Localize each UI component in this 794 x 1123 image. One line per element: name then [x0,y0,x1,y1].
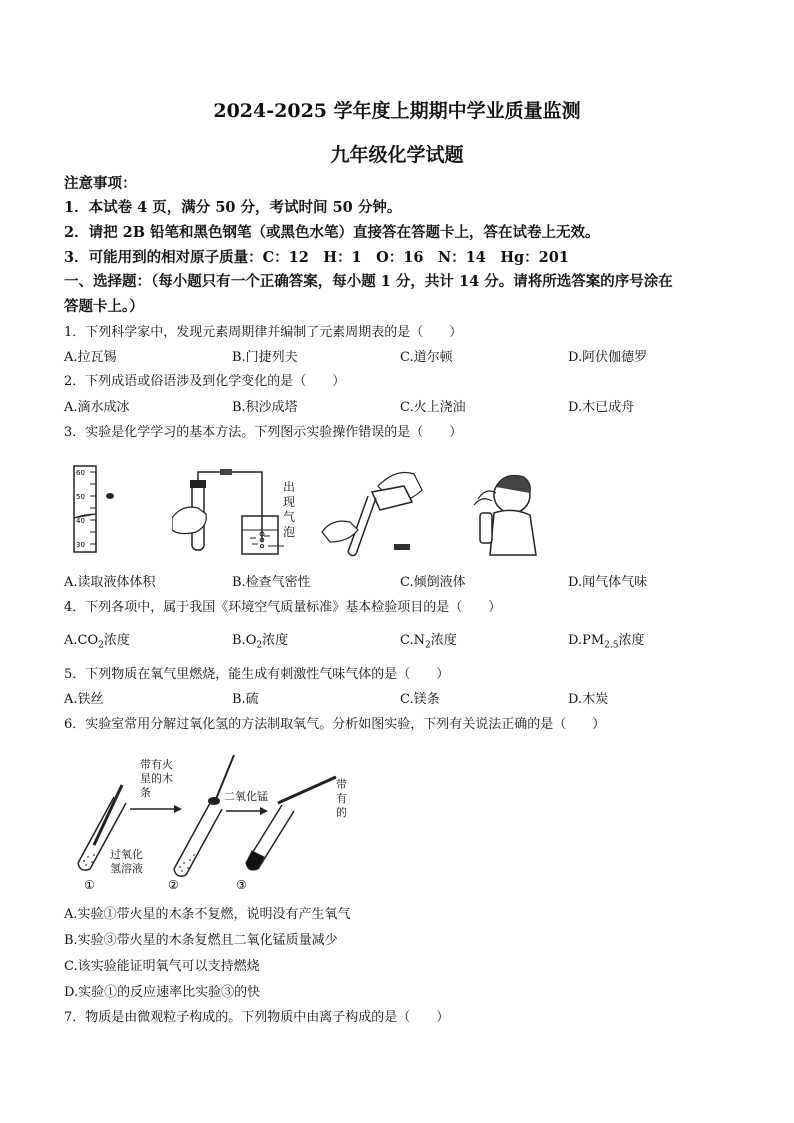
q6-figure-experiment [64,745,364,893]
section-heading-line2: 答题卡上。） [64,298,144,315]
scale-label-40: 40 [76,517,85,525]
label-mno2: 二氧化锰 [224,790,268,803]
q6-option-c: C.该实验能证明氧气可以支持燃烧 [64,959,260,974]
arrow-icon [174,805,182,813]
label-num-2: ② [168,878,179,892]
q2-option-a: A.滴水成冰 [64,400,130,415]
label-splint: 带有火星的木条 [140,758,173,799]
notice-item-1: 1．本试卷 4 页，满分 50 分，考试时间 50 分钟。 [64,199,402,216]
q3-option-c: C.倾倒液体 [400,575,466,590]
exam-title: 2024-2025 学年度上期期中学业质量监测 [213,100,581,122]
question-7-stem: 7．物质是由微观粒子构成的。下列物质中由离子构成的是（ ） [64,1010,450,1025]
q3-option-b: B.检查气密性 [232,575,311,590]
q5-option-a: A.铁丝 [64,692,104,707]
gas-bottle [480,513,492,543]
label-num-3: ③ [236,878,247,892]
q3-option-d: D.闻气体气味 [568,575,648,590]
q3-figure-a-cylinder [62,462,126,558]
notice-item-3: 3．可能用到的相对原子质量：C：12 H：1 O：16 N：14 Hg：201 [64,249,569,266]
stopper-on-table [394,544,410,550]
label-splint-cut: 带有的 [336,778,347,819]
q4-option-c: $C.N_2$浓度 [400,633,457,651]
notice-item-2: 2．请把 2B 铅笔和黑色钢笔（或黑色水笔）直接答在答题卡上，答在试卷上无效。 [64,224,600,241]
q3-figure-d-smelling [460,465,550,561]
question-3-stem: 3．实验是化学学习的基本方法。下列图示实验操作错误的是（ ） [64,425,463,440]
q3-figure-c-pouring [318,462,434,558]
question-5-stem: 5．下列物质在氧气里燃烧，能生成有刺激性气味气体的是（ ） [64,667,450,682]
q2-option-d: D.木已成舟 [568,400,635,415]
section-heading-line1: 一、选择题：（每小题只有一个正确答案，每小题 1 分，共计 14 分。请将所选答案的序号涂在 [64,273,673,290]
arrow-icon [260,807,268,815]
scale-label-30: 30 [76,541,85,549]
label-h2o2-solution: 过氧化氢溶液 [110,848,143,875]
question-2-stem: 2．下列成语或俗语涉及到化学变化的是（ ） [64,374,346,389]
q6-option-d: D.实验①的反应速率比实验③的快 [64,985,261,1000]
question-6-stem: 6．实验室常用分解过氧化氢的方法制取氧气。分析如图实验，下列有关说法正确的是（ ） [64,717,606,732]
scale-label-60: 60 [76,469,85,477]
q5-option-b: B.硫 [232,692,259,707]
notice-heading: 注意事项： [64,175,137,192]
eye-icon [106,493,114,499]
q1-option-d: D.阿伏伽德罗 [568,350,648,365]
q1-option-b: B.门捷列夫 [232,350,298,365]
scale-label-50: 50 [76,493,85,501]
bubble-label: 出现气泡 [283,480,296,539]
hand-icon [172,507,206,533]
q2-option-b: B.积沙成塔 [232,400,298,415]
q4-option-d: $D.PM_{2.5}$浓度 [568,633,645,651]
q4-option-a: $A.CO_2$浓度 [64,633,130,651]
q1-option-a: A.拉瓦锡 [64,350,117,365]
q6-option-a: A.实验①带火星的木条不复燃，说明没有产生氧气 [64,907,351,922]
splint-icon [278,777,336,803]
label-num-1: ① [84,878,95,892]
test-tube-2 [174,755,234,876]
q3-option-a: A.读取液体体积 [64,575,156,590]
q2-option-c: C.火上浇油 [400,400,466,415]
question-1-stem: 1．下列科学家中，发现元素周期律并编制了元素周期表的是（ ） [64,325,463,340]
q5-option-c: C.镁条 [400,692,440,707]
q6-option-b: B.实验③带火星的木条复燃且二氧化锰质量减少 [64,933,338,948]
exam-subtitle: 九年级化学试题 [330,144,464,166]
question-4-stem: 4．下列各项中，属于我国《环境空气质量标准》基本检验项目的是（ ） [64,600,502,615]
q4-option-b: $B.O_2$浓度 [232,633,289,651]
q5-option-d: D.木炭 [568,692,609,707]
q1-option-c: C.道尔顿 [400,350,453,365]
reagent-bottle [372,486,412,510]
